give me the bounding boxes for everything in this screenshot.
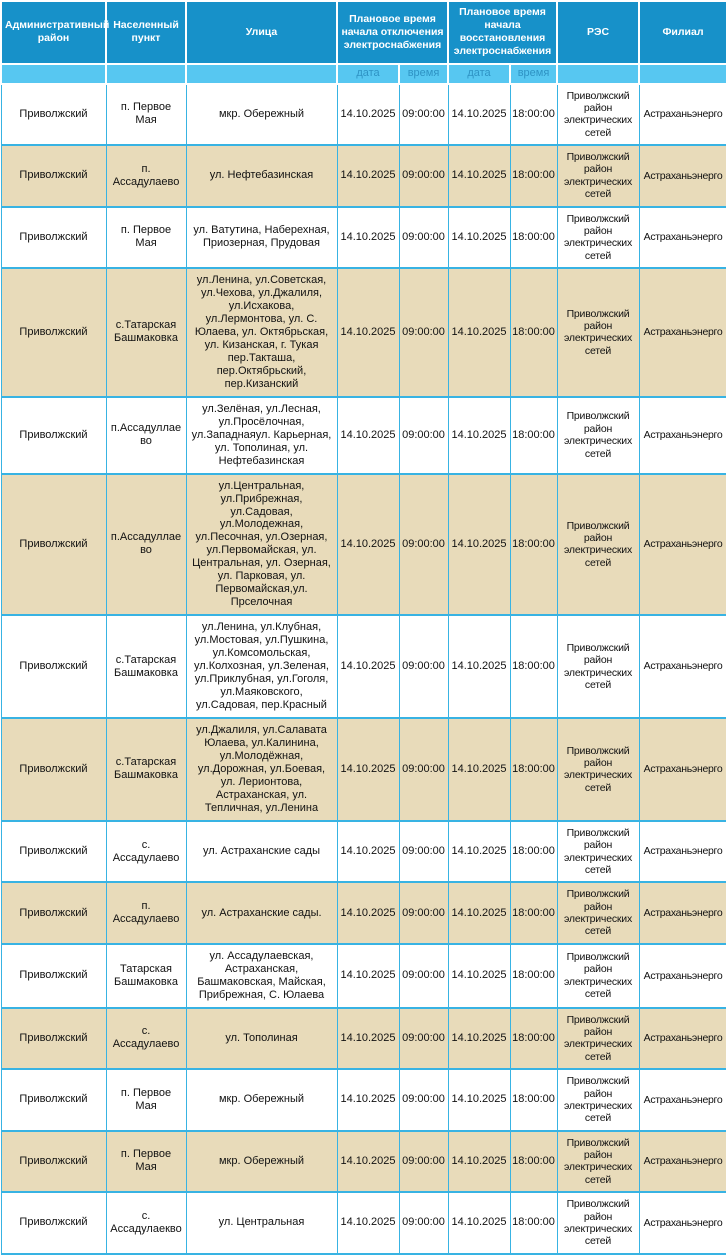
cell-restore-time: 18:00:00: [510, 1131, 557, 1193]
cell-outage-time: 09:00:00: [399, 882, 448, 944]
cell-outage-time: 09:00:00: [399, 615, 448, 718]
table-row: [1, 718, 726, 821]
cell-outage-time: 09:00:00: [399, 718, 448, 821]
cell-res: Приволжский район электрических сетей: [557, 268, 639, 397]
cell-restore-date: 14.10.2025: [448, 1008, 510, 1070]
cell-outage-time: 09:00:00: [399, 397, 448, 474]
cell-restore-date: 14.10.2025: [448, 1192, 510, 1254]
cell-res: Приволжский район электрических сетей: [557, 397, 639, 474]
table-row: [1, 207, 726, 269]
cell-admin-district: Приволжский: [1, 84, 106, 146]
cell-street: мкр. Обережный: [186, 1069, 337, 1131]
table-row: [1, 944, 726, 1008]
cell-res: Приволжский район электрических сетей: [557, 882, 639, 944]
cell-settlement: п. Первое Мая: [106, 207, 186, 269]
table-row: [1, 84, 726, 146]
table-row: [1, 1008, 726, 1070]
cell-restore-time: 18:00:00: [510, 615, 557, 718]
cell-settlement: с.Татарская Башмаковка: [106, 615, 186, 718]
cell-restore-date: 14.10.2025: [448, 1069, 510, 1131]
cell-branch: Астраханьэнерго: [639, 207, 726, 269]
cell-outage-time: 09:00:00: [399, 84, 448, 146]
col-header-street: Улица: [186, 1, 337, 64]
cell-restore-time: 18:00:00: [510, 84, 557, 146]
cell-res: Приволжский район электрических сетей: [557, 1069, 639, 1131]
col-header-restore-time: Плановое время начала восстановления электроснабжения: [448, 1, 557, 64]
cell-admin-district: Приволжский: [1, 1131, 106, 1193]
cell-outage-date: 14.10.2025: [337, 1008, 399, 1070]
table-row: [1, 615, 726, 718]
cell-admin-district: Приволжский: [1, 882, 106, 944]
subheader-spacer: [106, 64, 186, 84]
col-header-admin-district: Административный район: [1, 1, 106, 64]
cell-outage-date: 14.10.2025: [337, 397, 399, 474]
col-header-branch: Филиал: [639, 1, 726, 64]
cell-restore-date: 14.10.2025: [448, 882, 510, 944]
cell-branch: Астраханьэнерго: [639, 821, 726, 883]
cell-admin-district: Приволжский: [1, 145, 106, 207]
cell-street: ул. Тополиная: [186, 1008, 337, 1070]
cell-branch: Астраханьэнерго: [639, 718, 726, 821]
cell-street: мкр. Обережный: [186, 84, 337, 146]
cell-res: Приволжский район электрических сетей: [557, 944, 639, 1008]
cell-admin-district: Приволжский: [1, 718, 106, 821]
subheader-outage-time: время: [399, 64, 448, 84]
cell-res: Приволжский район электрических сетей: [557, 718, 639, 821]
subheader-spacer: [557, 64, 639, 84]
cell-outage-date: 14.10.2025: [337, 1192, 399, 1254]
cell-admin-district: Приволжский: [1, 1192, 106, 1254]
cell-restore-date: 14.10.2025: [448, 397, 510, 474]
cell-admin-district: Приволжский: [1, 474, 106, 616]
cell-branch: Астраханьэнерго: [639, 84, 726, 146]
cell-outage-time: 09:00:00: [399, 207, 448, 269]
cell-restore-date: 14.10.2025: [448, 821, 510, 883]
cell-outage-date: 14.10.2025: [337, 207, 399, 269]
cell-branch: Астраханьэнерго: [639, 397, 726, 474]
table-row: [1, 882, 726, 944]
cell-restore-time: 18:00:00: [510, 268, 557, 397]
cell-settlement: п. Первое Мая: [106, 1069, 186, 1131]
cell-outage-time: 09:00:00: [399, 1192, 448, 1254]
cell-res: Приволжский район электрических сетей: [557, 1192, 639, 1254]
table-row: [1, 1192, 726, 1254]
cell-outage-date: 14.10.2025: [337, 882, 399, 944]
cell-street: ул.Ленина, ул.Клубная, ул.Мостовая, ул.Пушкина, ул.Комсомольская, ул.Колхозная, ул.Зеленая, ул.Приклубная, ул.Гоголя, ул.Маяковского, ул.Садовая, пер.Красный: [186, 615, 337, 718]
cell-outage-date: 14.10.2025: [337, 1131, 399, 1193]
cell-admin-district: Приволжский: [1, 207, 106, 269]
cell-restore-date: 14.10.2025: [448, 718, 510, 821]
cell-outage-time: 09:00:00: [399, 1131, 448, 1193]
cell-settlement: п.Ассадуллаево: [106, 474, 186, 616]
table-body: [1, 84, 726, 1254]
cell-street: ул. Астраханские сады: [186, 821, 337, 883]
col-header-res: РЭС: [557, 1, 639, 64]
cell-outage-date: 14.10.2025: [337, 615, 399, 718]
cell-branch: Астраханьэнерго: [639, 474, 726, 616]
cell-settlement: п. Ассадулаево: [106, 145, 186, 207]
cell-settlement: с.Татарская Башмаковка: [106, 268, 186, 397]
cell-restore-time: 18:00:00: [510, 207, 557, 269]
cell-settlement: п. Первое Мая: [106, 1131, 186, 1193]
cell-outage-date: 14.10.2025: [337, 821, 399, 883]
cell-outage-time: 09:00:00: [399, 474, 448, 616]
cell-street: ул. Астраханские сады.: [186, 882, 337, 944]
cell-branch: Астраханьэнерго: [639, 145, 726, 207]
subheader-spacer: [639, 64, 726, 84]
cell-outage-time: 09:00:00: [399, 268, 448, 397]
cell-settlement: п. Ассадулаево: [106, 882, 186, 944]
cell-outage-time: 09:00:00: [399, 1008, 448, 1070]
cell-settlement: с. Ассадулаекво: [106, 1192, 186, 1254]
cell-settlement: Татарская Башмаковка: [106, 944, 186, 1008]
col-header-outage-time: Плановое время начала отключения электроснабжения: [337, 1, 448, 64]
subheader-restore-date: дата: [448, 64, 510, 84]
table-row: [1, 397, 726, 474]
cell-branch: Астраханьэнерго: [639, 944, 726, 1008]
cell-restore-time: 18:00:00: [510, 944, 557, 1008]
cell-street: мкр. Обережный: [186, 1131, 337, 1193]
cell-settlement: п. Первое Мая: [106, 84, 186, 146]
cell-restore-time: 18:00:00: [510, 397, 557, 474]
cell-restore-time: 18:00:00: [510, 1192, 557, 1254]
cell-restore-date: 14.10.2025: [448, 615, 510, 718]
cell-restore-time: 18:00:00: [510, 821, 557, 883]
cell-restore-date: 14.10.2025: [448, 145, 510, 207]
cell-outage-date: 14.10.2025: [337, 145, 399, 207]
cell-restore-date: 14.10.2025: [448, 1131, 510, 1193]
subheader-spacer: [1, 64, 106, 84]
cell-res: Приволжский район электрических сетей: [557, 207, 639, 269]
cell-branch: Астраханьэнерго: [639, 1131, 726, 1193]
cell-restore-time: 18:00:00: [510, 718, 557, 821]
cell-street: ул. Ватутина, Наберехная, Приозерная, Прудовая: [186, 207, 337, 269]
subheader-row: [1, 64, 726, 84]
cell-admin-district: Приволжский: [1, 1008, 106, 1070]
cell-res: Приволжский район электрических сетей: [557, 84, 639, 146]
cell-admin-district: Приволжский: [1, 615, 106, 718]
cell-res: Приволжский район электрических сетей: [557, 1008, 639, 1070]
cell-res: Приволжский район электрических сетей: [557, 615, 639, 718]
cell-admin-district: Приволжский: [1, 268, 106, 397]
cell-branch: Астраханьэнерго: [639, 268, 726, 397]
cell-settlement: с. Ассадулаево: [106, 1008, 186, 1070]
cell-restore-date: 14.10.2025: [448, 944, 510, 1008]
table-row: [1, 474, 726, 616]
cell-outage-date: 14.10.2025: [337, 1069, 399, 1131]
cell-street: ул.Джалиля, ул.Салавата Юлаева, ул.Калинина, ул.Молодёжная, ул.Дорожная, ул.Боевая, ул. Лерионтова, Астраханская, ул. Тепличная, ул.Ленина: [186, 718, 337, 821]
subheader-restore-time: время: [510, 64, 557, 84]
cell-street: ул. Нефтебазинская: [186, 145, 337, 207]
cell-street: ул.Центральная, ул.Прибрежная, ул.Садовая, ул.Молодежная, ул.Песочная, ул.Озерная, ул.Первомайская, ул. Центральная, ул. Озерная, ул. Парковая, ул. Первомайская,ул. Прселочная: [186, 474, 337, 616]
table-row: [1, 1069, 726, 1131]
cell-street: ул. Ассадулаевская, Астраханская, Башмаковская, Майская, Прибрежная, С. Юлаева: [186, 944, 337, 1008]
cell-branch: Астраханьэнерго: [639, 1069, 726, 1131]
cell-admin-district: Приволжский: [1, 1069, 106, 1131]
cell-branch: Астраханьэнерго: [639, 1008, 726, 1070]
cell-restore-time: 18:00:00: [510, 882, 557, 944]
cell-admin-district: Приволжский: [1, 944, 106, 1008]
table-row: [1, 821, 726, 883]
cell-outage-time: 09:00:00: [399, 944, 448, 1008]
cell-outage-time: 09:00:00: [399, 1069, 448, 1131]
table-header: [1, 1, 726, 84]
cell-res: Приволжский район электрических сетей: [557, 821, 639, 883]
cell-restore-time: 18:00:00: [510, 1008, 557, 1070]
col-header-settlement: Населенный пункт: [106, 1, 186, 64]
cell-outage-date: 14.10.2025: [337, 944, 399, 1008]
cell-admin-district: Приволжский: [1, 821, 106, 883]
cell-res: Приволжский район электрических сетей: [557, 1131, 639, 1193]
cell-restore-date: 14.10.2025: [448, 474, 510, 616]
cell-restore-time: 18:00:00: [510, 474, 557, 616]
cell-branch: Астраханьэнерго: [639, 1192, 726, 1254]
cell-outage-date: 14.10.2025: [337, 84, 399, 146]
cell-restore-time: 18:00:00: [510, 145, 557, 207]
subheader-outage-date: дата: [337, 64, 399, 84]
cell-outage-time: 09:00:00: [399, 145, 448, 207]
cell-outage-time: 09:00:00: [399, 821, 448, 883]
header-row: [1, 1, 726, 64]
cell-outage-date: 14.10.2025: [337, 474, 399, 616]
cell-restore-time: 18:00:00: [510, 1069, 557, 1131]
cell-outage-date: 14.10.2025: [337, 268, 399, 397]
cell-restore-date: 14.10.2025: [448, 207, 510, 269]
cell-res: Приволжский район электрических сетей: [557, 145, 639, 207]
cell-settlement: с.Татарская Башмаковка: [106, 718, 186, 821]
table-row: [1, 268, 726, 397]
subheader-spacer: [186, 64, 337, 84]
table-row: [1, 145, 726, 207]
cell-street: ул.Зелёная, ул.Лесная, ул.Просёлочная, ул.Западнаяул. Карьерная, ул. Тополиная, ул. Нефтебазинская: [186, 397, 337, 474]
cell-settlement: п.Ассадуллаево: [106, 397, 186, 474]
cell-street: ул.Ленина, ул.Советская, ул.Чехова, ул.Джалиля, ул.Исхакова, ул.Лермонтова, ул. С. Юлаева, ул. Октябрьская, ул. Кизанская, г. Тукая пер.Такташа, пер.Октябрьский, пер.Кизанский: [186, 268, 337, 397]
cell-branch: Астраханьэнерго: [639, 882, 726, 944]
cell-restore-date: 14.10.2025: [448, 84, 510, 146]
cell-branch: Астраханьэнерго: [639, 615, 726, 718]
cell-res: Приволжский район электрических сетей: [557, 474, 639, 616]
cell-outage-date: 14.10.2025: [337, 718, 399, 821]
cell-admin-district: Приволжский: [1, 397, 106, 474]
cell-restore-date: 14.10.2025: [448, 268, 510, 397]
cell-street: ул. Центральная: [186, 1192, 337, 1254]
cell-settlement: с. Ассадулаево: [106, 821, 186, 883]
table-row: [1, 1131, 726, 1193]
